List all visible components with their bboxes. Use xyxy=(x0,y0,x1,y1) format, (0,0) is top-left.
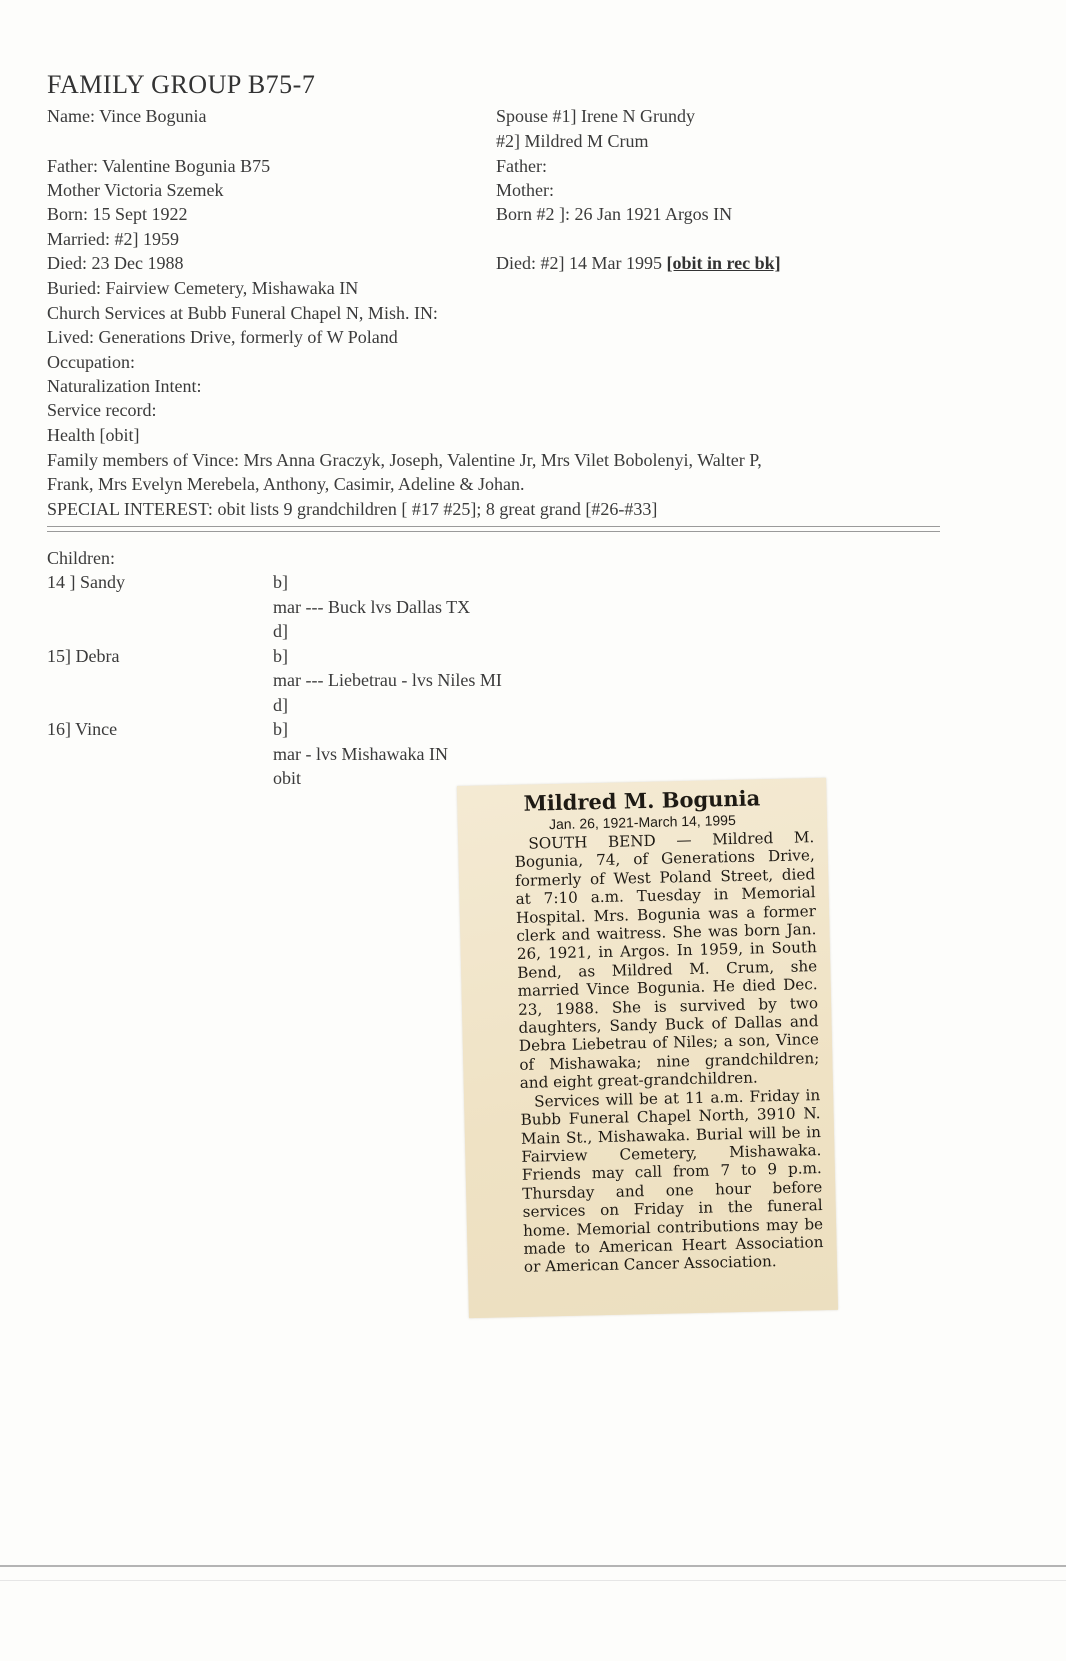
naturalization-field: Naturalization Intent: xyxy=(47,376,202,396)
occupation-field: Occupation: xyxy=(47,352,135,372)
buried-field: Buried: Fairview Cemetery, Mishawaka IN xyxy=(47,278,359,298)
spouse-born-field: Born #2 ]: 26 Jan 1921 Argos IN xyxy=(496,204,733,224)
special-interest-field: SPECIAL INTEREST: obit lists 9 grandchildren [ #17 #25]; 8 great grand [#26-#33] xyxy=(47,499,658,519)
child-married: mar --- Liebetrau - lvs Niles MI xyxy=(273,670,502,690)
child-born: b] xyxy=(273,646,288,666)
section-divider xyxy=(47,526,940,532)
family-members-line-2: Frank, Mrs Evelyn Merebela, Anthony, Casimir, Adeline & Johan. xyxy=(47,474,525,494)
child-name: 14 ] Sandy xyxy=(47,572,125,592)
child-born: b] xyxy=(273,572,288,592)
child-died: d] xyxy=(273,621,288,641)
scan-edge-line-faint xyxy=(0,1580,1066,1581)
child-married: mar - lvs Mishawaka IN xyxy=(273,744,448,764)
born-field: Born: 15 Sept 1922 xyxy=(47,204,188,224)
obituary-clipping xyxy=(457,778,838,1318)
child-obit: obit xyxy=(273,768,302,788)
spouse-mother-field: Mother: xyxy=(496,180,554,200)
obituary-headline: Mildred M. Bogunia xyxy=(523,785,761,816)
spouse-father-field: Father: xyxy=(496,156,547,176)
family-members-line-1: Family members of Vince: Mrs Anna Graczyk, Joseph, Valentine Jr, Mrs Vilet Bobolenyi, Walter P, xyxy=(47,450,762,470)
died-field: Died: 23 Dec 1988 xyxy=(47,253,184,273)
church-field: Church Services at Bubb Funeral Chapel N, Mish. IN: xyxy=(47,303,438,323)
married-field: Married: #2] 1959 xyxy=(47,229,179,249)
child-name: 15] Debra xyxy=(47,646,120,666)
spouse-1-field: Spouse #1] Irene N Grundy xyxy=(496,106,695,126)
lived-field: Lived: Generations Drive, formerly of W Poland xyxy=(47,327,398,347)
health-field: Health [obit] xyxy=(47,425,140,445)
obituary-paragraph: SOUTH BEND — Mildred M. Bogunia, 74, of Generations Drive, formerly of West Poland Street, died at 7:10 a.m. Tuesday in Memorial Hospital. Mrs. Bogunia was a former clerk and waitress. She was born Jan. 26, 1921, in Argos. In 1959, in South Bend, as Mildred M. Crum, she married Vince Bogunia. He died Dec. 23, 1988. She is survived by two daughters, Sandy Buck of Dallas and Debra Liebetrau of Niles; a son, Vince of Mishawaka; nine grandchildren; and eight great-grandchildren. xyxy=(514,828,820,1093)
children-label: Children: xyxy=(47,548,115,568)
child-died: d] xyxy=(273,695,288,715)
obituary-dates: Jan. 26, 1921-March 14, 1995 xyxy=(548,811,736,833)
mother-field: Mother Victoria Szemek xyxy=(47,180,224,200)
name-field: Name: Vince Bogunia xyxy=(47,106,207,126)
child-married: mar --- Buck lvs Dallas TX xyxy=(273,597,471,617)
spouse-died-field xyxy=(496,251,781,275)
spouse-died-text: Died: #2] 14 Mar 1995 xyxy=(496,253,667,273)
child-name: 16] Vince xyxy=(47,719,118,739)
obituary-body xyxy=(514,828,824,1276)
obituary-paragraph: Services will be at 11 a.m. Friday in Bubb Funeral Chapel North, 3910 N. Main St., Mishawaka. Burial will be in Fairview Cemetery, Mishawaka. Friends may call from 7 to 9 p.m. Thursday and one hour before services on Friday in the funeral home. Memorial contributions may be made to American Heart Association or American Cancer Association. xyxy=(520,1085,824,1277)
spouse-2-field: #2] Mildred M Crum xyxy=(496,131,649,151)
page-title: FAMILY GROUP B75-7 xyxy=(47,70,316,99)
obit-record-link[interactable]: [obit in rec bk] xyxy=(666,253,781,273)
father-field: Father: Valentine Bogunia B75 xyxy=(47,156,271,176)
service-record-field: Service record: xyxy=(47,400,157,420)
child-born: b] xyxy=(273,719,288,739)
scan-edge-line xyxy=(0,1565,1066,1567)
